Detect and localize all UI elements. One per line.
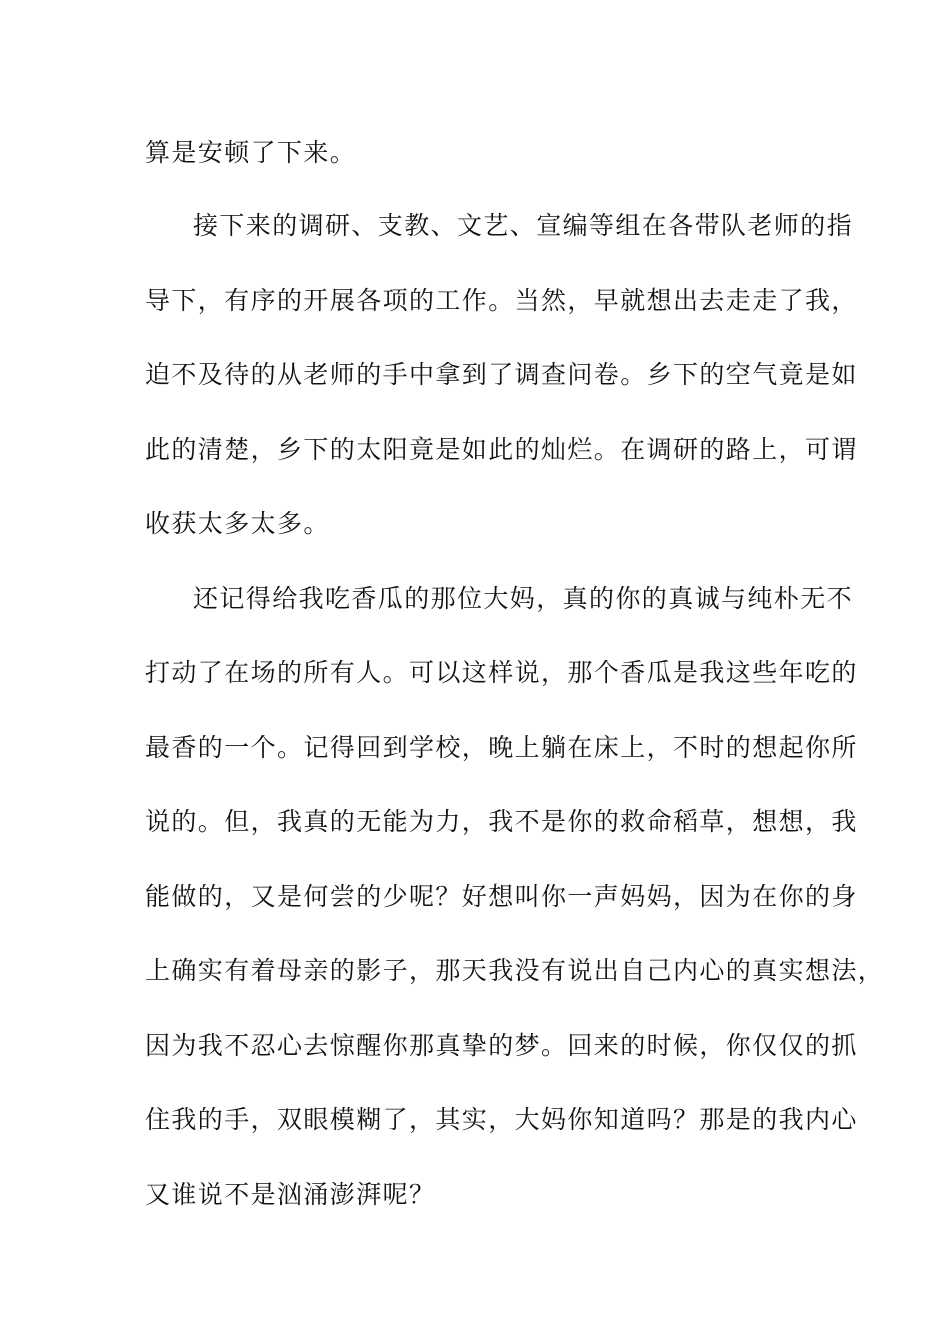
paragraph-start-line: 还记得给我吃香瓜的那位大妈，真的你的真诚与纯朴无不 xyxy=(193,584,854,613)
text-line: 说的。但，我真的无能为力，我不是你的救命稻草，想想，我 xyxy=(145,807,858,836)
text-line: 迫不及待的从老师的手中拿到了调查问卷。乡下的空气竟是如 xyxy=(145,360,858,389)
text-line: 算是安顿了下来。 xyxy=(145,138,357,167)
text-line: 打动了在场的所有人。可以这样说，那个香瓜是我这些年吃的 xyxy=(145,658,858,687)
text-line: 上确实有着母亲的影子，那天我没有说出自己内心的真实想法， xyxy=(145,956,885,985)
text-line: 收获太多太多。 xyxy=(145,509,330,538)
text-line: 最香的一个。记得回到学校，晚上躺在床上，不时的想起你所 xyxy=(145,733,858,762)
text-line: 导下，有序的开展各项的工作。当然，早就想出去走走了我， xyxy=(145,286,858,315)
text-line: 住我的手，双眼模糊了，其实，大妈你知道吗？那是的我内心 xyxy=(145,1105,858,1134)
paragraph-start-line: 接下来的调研、支教、文艺、宣编等组在各带队老师的指 xyxy=(193,211,854,240)
text-line: 因为我不忍心去惊醒你那真挚的梦。回来的时候，你仅仅的抓 xyxy=(145,1031,858,1060)
text-line: 能做的，又是何尝的少呢？好想叫你一声妈妈，因为在你的身 xyxy=(145,882,858,911)
text-line: 此的清楚，乡下的太阳竟是如此的灿烂。在调研的路上，可谓 xyxy=(145,435,858,464)
text-line: 又谁说不是汹涌澎湃呢？ xyxy=(145,1180,436,1209)
